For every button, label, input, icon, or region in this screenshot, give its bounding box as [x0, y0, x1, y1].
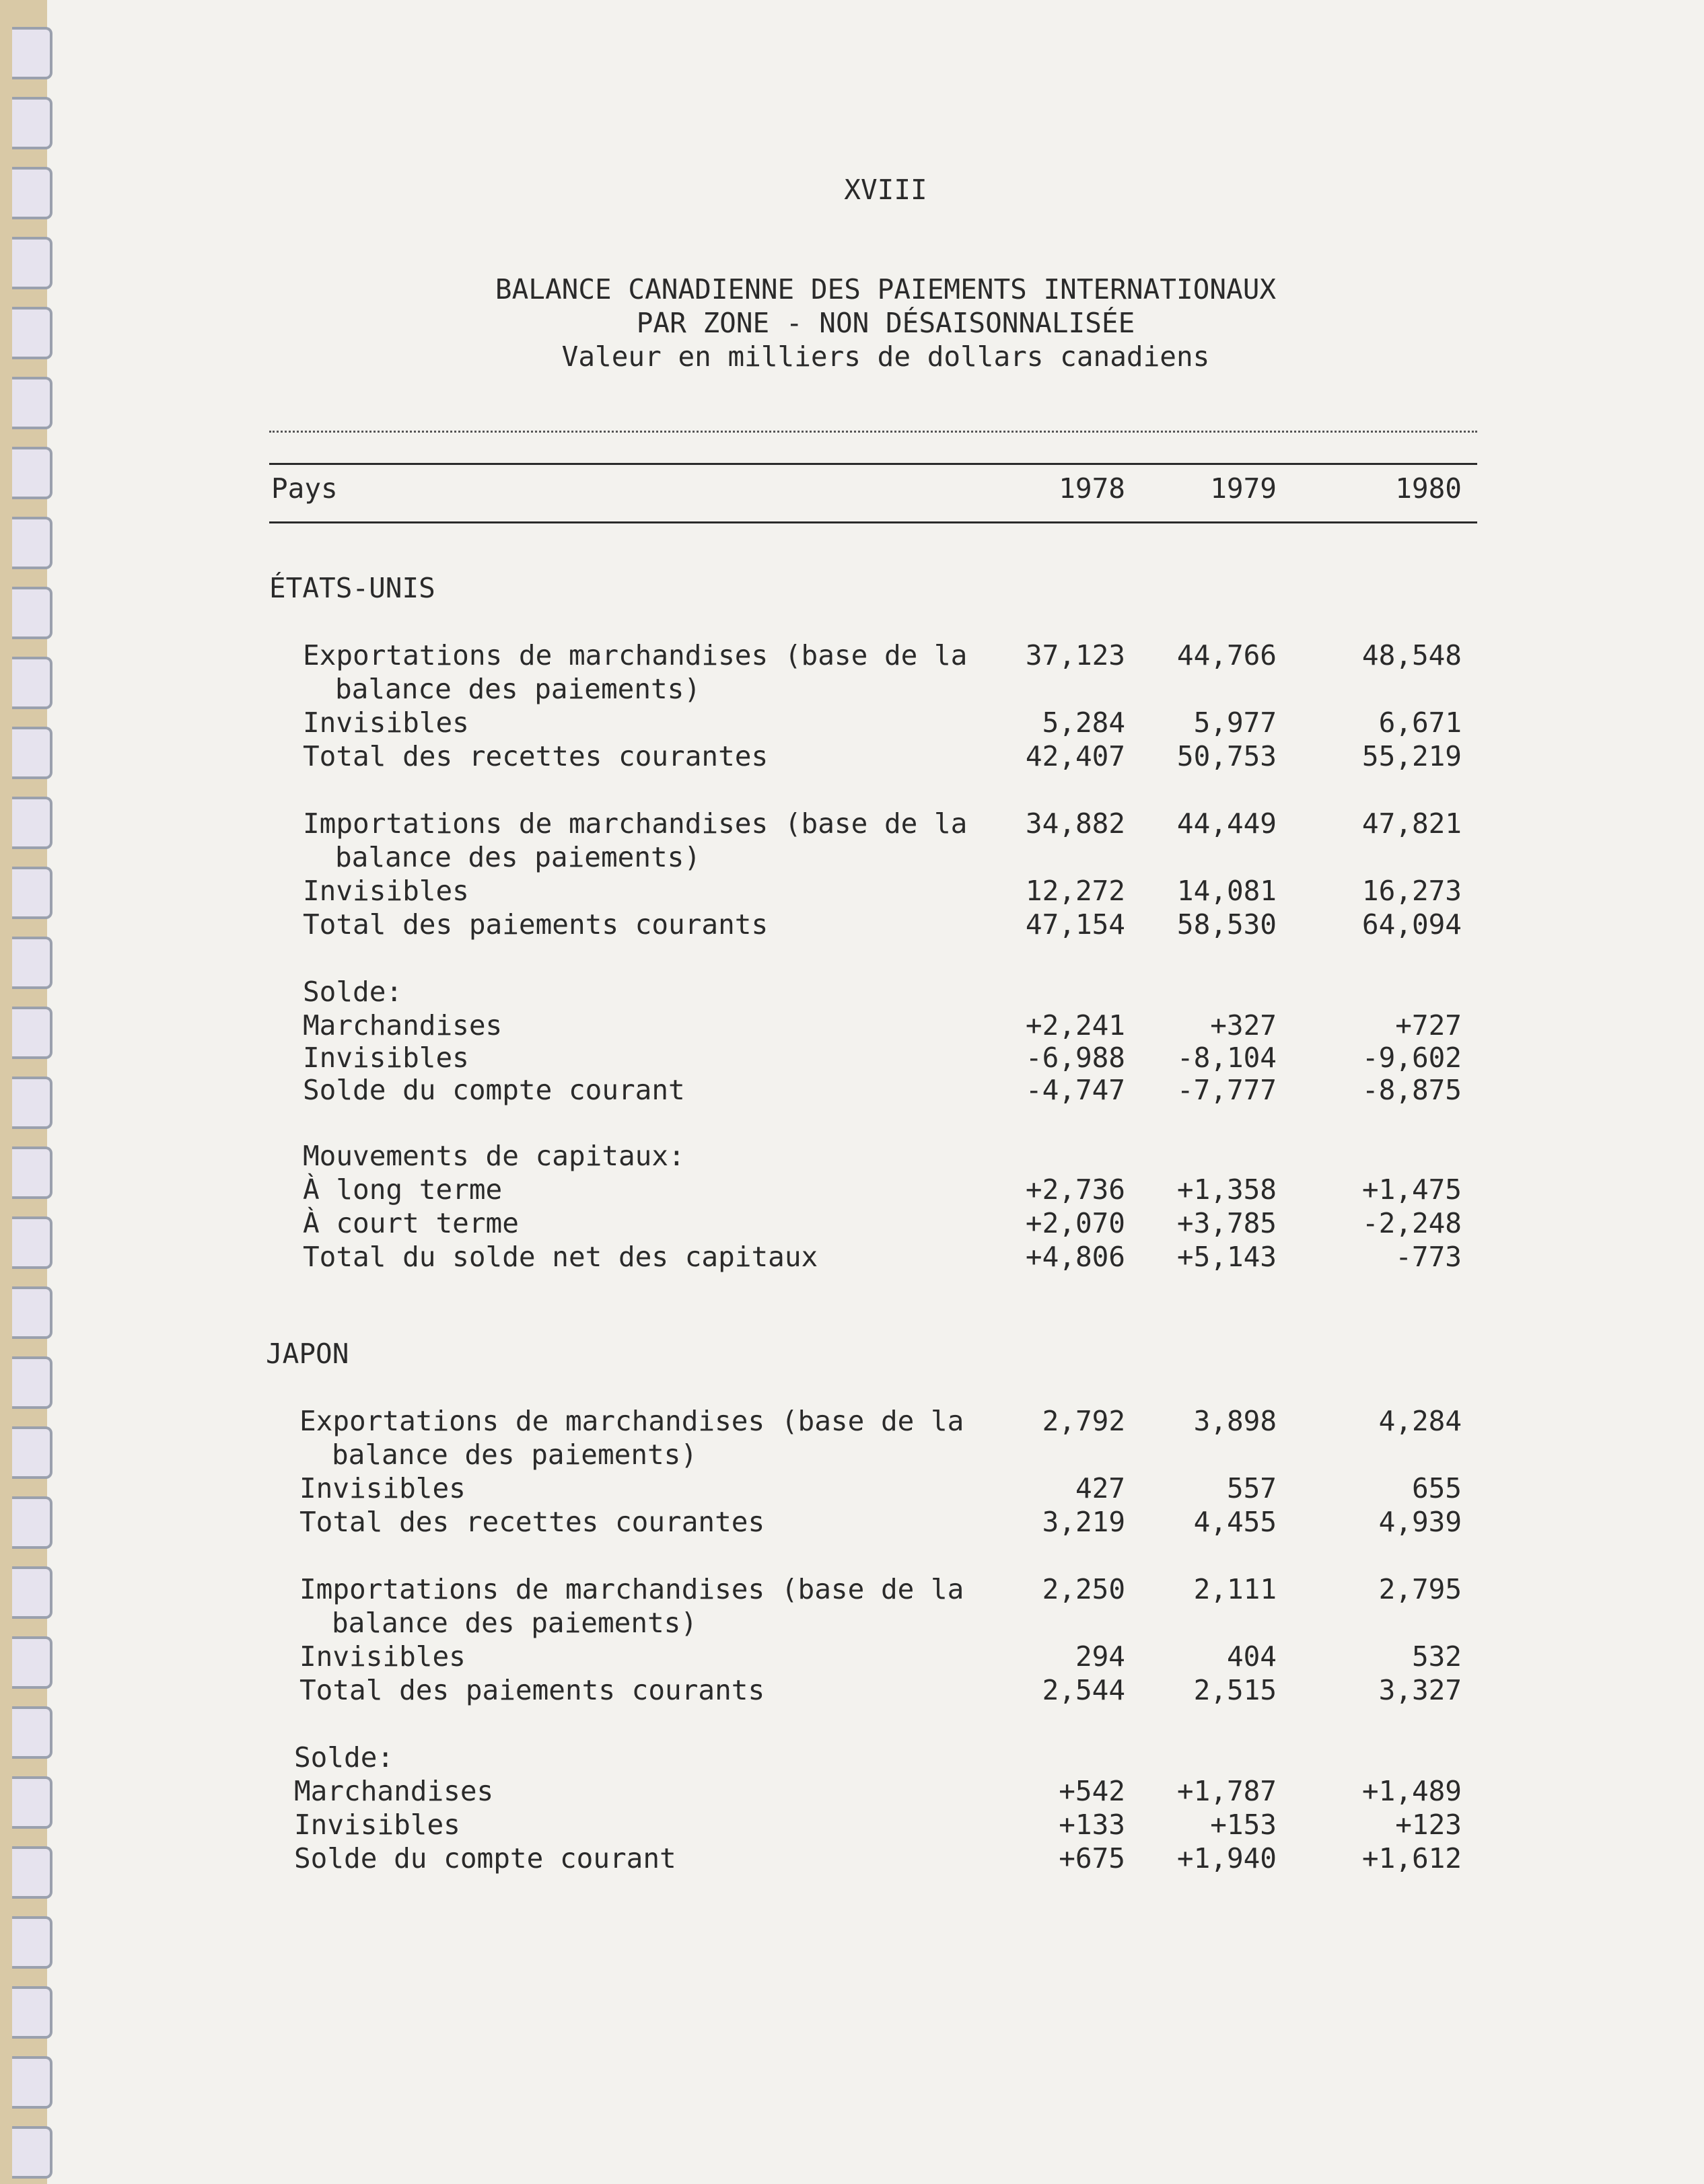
cell-1978: 12,272 — [1025, 875, 1125, 907]
row-label: Invisibles — [299, 1640, 466, 1673]
title-line-1: BALANCE CANADIENNE DES PAIEMENTS INTERNATIONAUX — [495, 273, 1277, 305]
row-label: Solde: — [303, 976, 403, 1008]
cell-1980: 16,273 — [1361, 875, 1462, 907]
cell-1980: -9,602 — [1361, 1042, 1462, 1074]
dotted-rule — [269, 431, 1477, 433]
binding-ring — [12, 447, 52, 499]
row-label: Importations de marchandises (base de la — [299, 1573, 964, 1605]
binding-ring — [12, 1146, 52, 1199]
cell-1979: +3,785 — [1176, 1207, 1277, 1239]
cell-1980: 6,671 — [1378, 706, 1462, 739]
cell-1979: 44,766 — [1176, 639, 1277, 671]
binding-ring — [12, 1426, 52, 1479]
binding-ring — [12, 2056, 52, 2109]
cell-1978: +2,736 — [1025, 1173, 1125, 1206]
row-label: Invisibles — [294, 1809, 460, 1841]
column-header-1980: 1980 — [1395, 472, 1462, 505]
row-label: Total des paiements courants — [299, 1674, 765, 1706]
cell-1979: 404 — [1226, 1640, 1277, 1673]
row-label: balance des paiements) — [335, 841, 701, 873]
header-top-rule — [269, 463, 1477, 465]
binding-ring — [12, 867, 52, 919]
cell-1978: 3,219 — [1042, 1506, 1125, 1538]
cell-1979: 5,977 — [1193, 706, 1277, 739]
cell-1980: +1,612 — [1361, 1842, 1462, 1874]
cell-1978: 42,407 — [1025, 740, 1125, 772]
cell-1980: -8,875 — [1361, 1074, 1462, 1106]
row-label: Solde: — [294, 1741, 394, 1774]
cell-1979: 2,515 — [1193, 1674, 1277, 1706]
cell-1979: -8,104 — [1176, 1042, 1277, 1074]
binding-ring — [12, 1566, 52, 1619]
binding-ring — [12, 1706, 52, 1759]
row-label: Total des paiements courants — [303, 908, 769, 941]
cell-1979: 58,530 — [1176, 908, 1277, 941]
cell-1979: +1,358 — [1176, 1173, 1277, 1206]
cell-1978: +2,070 — [1025, 1207, 1125, 1239]
row-label: Marchandises — [294, 1775, 494, 1807]
section-heading-japan: JAPON — [266, 1338, 349, 1370]
binding-ring — [12, 1286, 52, 1339]
binding-ring — [12, 1496, 52, 1549]
row-label: Total du solde net des capitaux — [303, 1241, 818, 1273]
binding-ring — [12, 1077, 52, 1129]
cell-1980: 48,548 — [1361, 639, 1462, 671]
binding-ring — [12, 1776, 52, 1829]
cell-1980: 64,094 — [1361, 908, 1462, 941]
cell-1979: +153 — [1210, 1809, 1277, 1841]
title-line-2: PAR ZONE - NON DÉSAISONNALISÉE — [636, 307, 1135, 339]
cell-1978: 37,123 — [1025, 639, 1125, 671]
cell-1978: 2,544 — [1042, 1674, 1125, 1706]
binding-ring — [12, 307, 52, 359]
binding-ring — [12, 1636, 52, 1689]
cell-1979: -7,777 — [1176, 1074, 1277, 1106]
section-heading-us: ÉTATS-UNIS — [269, 572, 435, 604]
binding-ring — [12, 1986, 52, 2039]
header-bottom-rule — [269, 521, 1477, 523]
row-label: Solde du compte courant — [303, 1074, 685, 1106]
cell-1980: 2,795 — [1378, 1573, 1462, 1605]
cell-1979: +1,787 — [1176, 1775, 1277, 1807]
row-label: À long terme — [303, 1173, 503, 1206]
cell-1979: +5,143 — [1176, 1241, 1277, 1273]
cell-1980: 4,284 — [1378, 1405, 1462, 1437]
binding-ring — [12, 1007, 52, 1059]
cell-1980: 55,219 — [1361, 740, 1462, 772]
cell-1978: 34,882 — [1025, 807, 1125, 840]
column-header-1979: 1979 — [1210, 472, 1277, 505]
row-label: Exportations de marchandises (base de la — [299, 1405, 964, 1437]
cell-1980: 655 — [1411, 1472, 1462, 1504]
cell-1980: 532 — [1411, 1640, 1462, 1673]
cell-1978: 47,154 — [1025, 908, 1125, 941]
row-label: Total des recettes courantes — [299, 1506, 765, 1538]
row-label: Solde du compte courant — [294, 1842, 676, 1874]
cell-1980: 47,821 — [1361, 807, 1462, 840]
row-label: Invisibles — [303, 875, 469, 907]
row-label: Invisibles — [303, 1042, 469, 1074]
binding-ring — [12, 587, 52, 639]
row-label: À court terme — [303, 1207, 519, 1239]
cell-1979: 557 — [1226, 1472, 1277, 1504]
row-label: Marchandises — [303, 1009, 503, 1042]
binding-ring — [12, 657, 52, 709]
spiral-binding — [0, 0, 61, 2184]
binding-ring — [12, 1356, 52, 1409]
cell-1978: +4,806 — [1025, 1241, 1125, 1273]
cell-1980: 4,939 — [1378, 1506, 1462, 1538]
binding-ring — [12, 377, 52, 429]
binding-ring — [12, 237, 52, 289]
cell-1979: 14,081 — [1176, 875, 1277, 907]
binding-ring — [12, 2126, 52, 2179]
cell-1978: +542 — [1059, 1775, 1125, 1807]
cell-1979: 50,753 — [1176, 740, 1277, 772]
cell-1978: 2,792 — [1042, 1405, 1125, 1437]
cell-1978: 427 — [1075, 1472, 1125, 1504]
cell-1978: +2,241 — [1025, 1009, 1125, 1042]
cell-1978: 294 — [1075, 1640, 1125, 1673]
cell-1980: +1,489 — [1361, 1775, 1462, 1807]
binding-ring — [12, 1916, 52, 1969]
binding-ring — [12, 27, 52, 79]
row-label: Total des recettes courantes — [303, 740, 769, 772]
column-header-pays: Pays — [271, 472, 338, 505]
binding-ring — [12, 937, 52, 989]
row-label: Invisibles — [299, 1472, 466, 1504]
binding-ring — [12, 517, 52, 569]
cell-1980: +123 — [1395, 1809, 1462, 1841]
cell-1980: -2,248 — [1361, 1207, 1462, 1239]
cell-1979: 2,111 — [1193, 1573, 1277, 1605]
row-label: balance des paiements) — [335, 673, 701, 705]
cell-1978: +675 — [1059, 1842, 1125, 1874]
binding-ring — [12, 797, 52, 849]
row-label: Importations de marchandises (base de la — [303, 807, 968, 840]
cell-1978: 2,250 — [1042, 1573, 1125, 1605]
cell-1979: 4,455 — [1193, 1506, 1277, 1538]
cell-1978: -4,747 — [1025, 1074, 1125, 1106]
row-label: balance des paiements) — [332, 1439, 698, 1471]
cell-1980: +727 — [1395, 1009, 1462, 1042]
cell-1979: +327 — [1210, 1009, 1277, 1042]
binding-ring — [12, 1216, 52, 1269]
cell-1980: -773 — [1395, 1241, 1462, 1273]
row-label: Mouvements de capitaux: — [303, 1140, 685, 1172]
row-label: Exportations de marchandises (base de la — [303, 639, 968, 671]
binding-ring — [12, 1846, 52, 1899]
cell-1978: 5,284 — [1042, 706, 1125, 739]
binding-ring — [12, 97, 52, 149]
title-line-3: Valeur en milliers de dollars canadiens — [561, 340, 1210, 373]
cell-1978: +133 — [1059, 1809, 1125, 1841]
cell-1979: 44,449 — [1176, 807, 1277, 840]
cell-1980: 3,327 — [1378, 1674, 1462, 1706]
cell-1979: +1,940 — [1176, 1842, 1277, 1874]
column-header-1978: 1978 — [1059, 472, 1125, 505]
row-label: balance des paiements) — [332, 1607, 698, 1639]
cell-1980: +1,475 — [1361, 1173, 1462, 1206]
binding-ring — [12, 167, 52, 219]
binding-ring — [12, 727, 52, 779]
cell-1978: -6,988 — [1025, 1042, 1125, 1074]
cell-1979: 3,898 — [1193, 1405, 1277, 1437]
row-label: Invisibles — [303, 706, 469, 739]
page-number: XVIII — [844, 174, 927, 206]
